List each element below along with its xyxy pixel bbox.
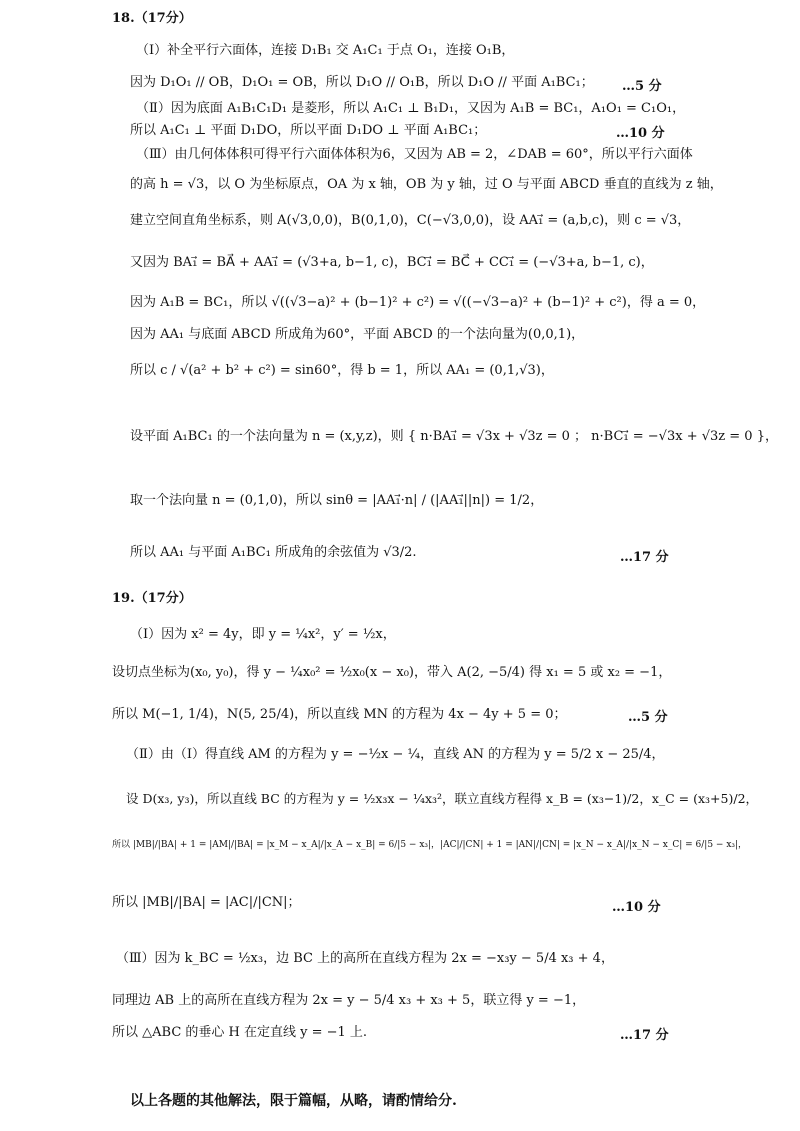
q18-score-17: …17 分: [620, 550, 669, 565]
q19-line-9: 同理边 AB 上的高所在直线方程为 2x = y − 5/4 x₃ + x₃ + 5，联立得 y = −1，: [112, 993, 586, 1008]
q19-line-3: 所以 M(−1, 1/4)，N(5, 25/4)，所以直线 MN 的方程为 4x − 4y + 5 = 0；: [112, 707, 567, 722]
q18-line-8: 又因为 BA₁⃗ = BA⃗ + AA₁⃗ = (√3+a, b−1, c)，BC₁⃗ = BC⃗ + CC₁⃗ = (−√3+a, b−1, c)，: [130, 255, 654, 270]
q18-line-12: 设平面 A₁BC₁ 的一个法向量为 n = (x,y,z)，则 { n·BA₁⃗ = √3x + √3z = 0 ； n·BC₁⃗ = −√3x + √3z = 0 }，: [130, 429, 778, 444]
q18-line-7: 建立空间直角坐标系，则 A(√3,0,0)，B(0,1,0)，C(−√3,0,0)，设 AA₁⃗ = (a,b,c)，则 c = √3，: [130, 213, 691, 228]
q18-score-10: …10 分: [616, 126, 665, 141]
q18-header: 18.（17分）: [112, 11, 192, 26]
q19-score-10: …10 分: [612, 900, 661, 915]
q19-score-5: …5 分: [628, 710, 668, 725]
q19-score-17: …17 分: [620, 1028, 669, 1043]
q18-line-5: （Ⅲ）由几何体体积可得平行六面体体积为6，又因为 AB = 2，∠DAB = 60°，所以平行六面体: [136, 147, 693, 162]
q18-line-1: （Ⅰ）补全平行六面体，连接 D₁B₁ 交 A₁C₁ 于点 O₁，连接 O₁B，: [136, 43, 515, 58]
q18-line-10: 因为 AA₁ 与底面 ABCD 所成角为60°，平面 ABCD 的一个法向量为(0,0,1)，: [130, 327, 585, 342]
q19-line-4: （Ⅱ）由（Ⅰ）得直线 AM 的方程为 y = −½x − ¼，直线 AN 的方程为 y = 5/2 x − 25/4，: [126, 747, 665, 762]
q19-header: 19.（17分）: [112, 591, 192, 606]
q18-score-5: …5 分: [622, 79, 662, 94]
q19-line-1: （Ⅰ）因为 x² = 4y，即 y = ¼x²，y′ = ½x，: [130, 627, 396, 642]
q19-line-8: （Ⅲ）因为 k_BC = ½x₃，边 BC 上的高所在直线方程为 2x = −x₃y − 5/4 x₃ + 4，: [116, 951, 614, 966]
q19-line-2: 设切点坐标为(x₀, y₀)，得 y − ¼x₀² = ½x₀(x − x₀)，带入 A(2, −5/4) 得 x₁ = 5 或 x₂ = −1，: [112, 665, 672, 680]
q19-line-7: 所以 |MB|/|BA| = |AC|/|CN|；: [112, 895, 301, 910]
q18-line-2: 因为 D₁O₁ // OB，D₁O₁ = OB，所以 D₁O // O₁B，所以 D₁O // 平面 A₁BC₁；: [130, 75, 594, 90]
q19-line-6: 所以 |MB|/|BA| + 1 = |AM|/|BA| = |x_M − x_A|/|x_A − x_B| = 6/|5 − x₃|，|AC|/|CN| + 1 = |AN|/|CN| = |x_N − x_A|/|x_N − x_C| = 6/|5 − x₃|，: [112, 840, 748, 850]
q18-line-4: 所以 A₁C₁ ⊥ 平面 D₁DO，所以平面 D₁DO ⊥ 平面 A₁BC₁；: [130, 123, 487, 138]
q18-line-13: 取一个法向量 n = (0,1,0)，所以 sinθ = |AA₁⃗·n| / (|AA₁⃗||n|) = 1/2，: [130, 493, 544, 508]
q18-line-9: 因为 A₁B = BC₁，所以 √((√3−a)² + (b−1)² + c²) = √((−√3−a)² + (b−1)² + c²)，得 a = 0，: [130, 295, 706, 310]
q18-line-3: （Ⅱ）因为底面 A₁B₁C₁D₁ 是菱形，所以 A₁C₁ ⊥ B₁D₁，又因为 A₁B = BC₁，A₁O₁ = C₁O₁，: [136, 101, 686, 116]
q19-line-5: 设 D(x₃, y₃)，所以直线 BC 的方程为 y = ½x₃x − ¼x₃²，联立直线方程得 x_B = (x₃−1)/2，x_C = (x₃+5)/2，: [126, 791, 759, 806]
q18-line-11: 所以 c / √(a² + b² + c²) = sin60°，得 b = 1，所以 AA₁ = (0,1,√3)，: [130, 363, 554, 378]
footer-note: 以上各题的其他解法，限于篇幅，从略，请酌情给分.: [130, 1093, 457, 1109]
q19-line-10: 所以 △ABC 的垂心 H 在定直线 y = −1 上.: [112, 1025, 368, 1040]
q18-line-6: 的高 h = √3，以 O 为坐标原点，OA 为 x 轴，OB 为 y 轴，过 O 与平面 ABCD 垂直的直线为 z 轴，: [130, 177, 723, 192]
q18-line-14: 所以 AA₁ 与平面 A₁BC₁ 所成角的余弦值为 √3/2.: [130, 545, 417, 560]
